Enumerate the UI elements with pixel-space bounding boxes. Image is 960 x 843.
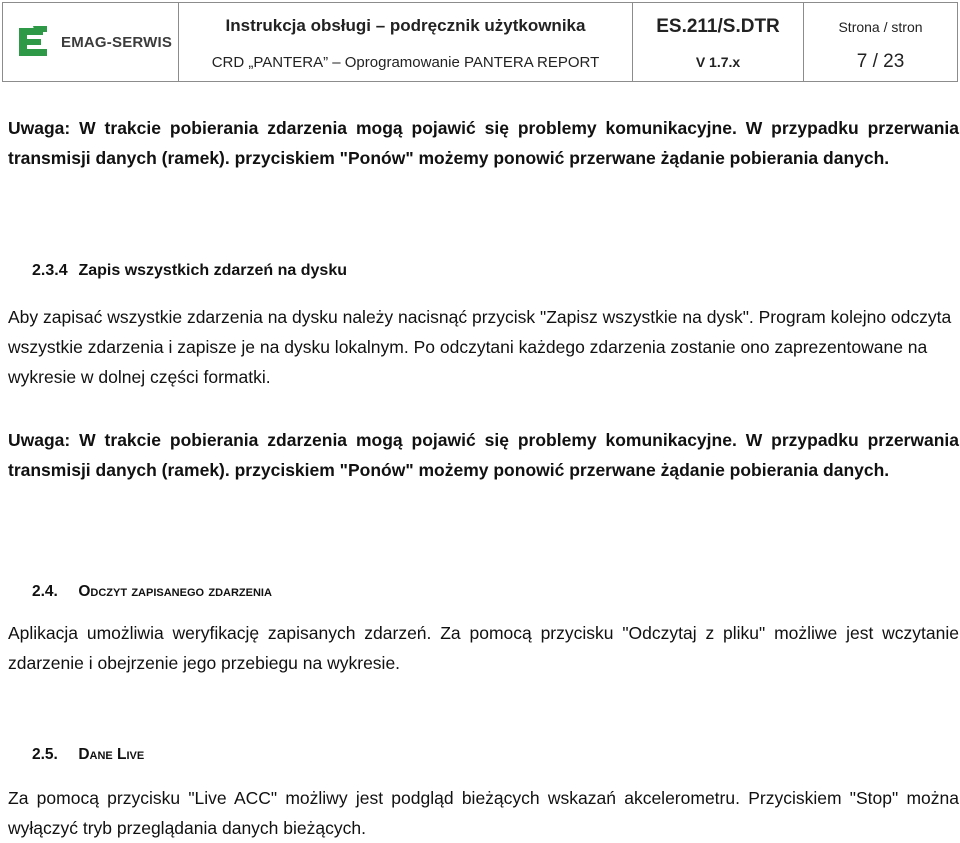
section-heading-25 — [32, 746, 144, 764]
page-header — [2, 2, 958, 82]
section-title: Dane Live — [78, 746, 145, 763]
section-number: 2.3.4 — [32, 262, 68, 279]
logo-text: EMAG-SERWIS — [61, 33, 173, 51]
note-paragraph-1: Uwaga: W trakcie pobierania zdarzenia mogą pojawić się problemy komunikacyjne. W przypadku przerwania transmisji danych (ramek). przyciskiem "Ponów" możemy ponowić przerwane żądanie pobierania danych. — [8, 118, 959, 168]
section-heading-234 — [32, 262, 347, 280]
section-number: 2.4. — [32, 583, 58, 600]
company-logo — [3, 3, 179, 81]
section-number: 2.5. — [32, 746, 58, 763]
note-paragraph-2: Uwaga: W trakcie pobierania zdarzenia mogą pojawić się problemy komunikacyjne. W przypadku przerwania transmisji danych (ramek). przyciskiem "Ponów" możemy ponowić przerwane żądanie pobierania danych. — [8, 430, 959, 480]
section-title: Odczyt zapisanego zdarzenia — [78, 583, 272, 600]
document-subtitle: CRD „PANTERA” – Oprogramowanie PANTERA REPORT — [179, 43, 633, 81]
section-body-234: Aby zapisać wszystkie zdarzenia na dysku należy nacisnąć przycisk "Zapisz wszystkie na dysk". Program kolejno odczyta wszystkie zdarzenia i zapisze je na dysku lokalnym. Po odczytani każdego zdarzenia zostanie ono zaprezentowane na wykresie w dolnej części formatki. — [8, 307, 952, 387]
page-number: 7 / 23 — [856, 51, 905, 72]
emag-logo-icon — [13, 22, 53, 62]
section-title: Zapis wszystkich zdarzeń na dysku — [78, 262, 347, 279]
document-code: ES.211/S.DTR — [633, 3, 804, 43]
document-title: Instrukcja obsługi – podręcznik użytkownika — [179, 3, 633, 43]
section-body-24: Aplikacja umożliwia weryfikację zapisanych zdarzeń. Za pomocą przycisku "Odczytaj z pliku" możliwe jest wczytanie zdarzenie i obejrzenie jego przebiegu na wykresie. — [8, 623, 959, 673]
section-heading-24 — [32, 583, 272, 601]
page-label: Strona / stron — [838, 19, 923, 35]
document-version: V 1.7.x — [633, 43, 804, 81]
section-body-25: Za pomocą przycisku "Live ACC" możliwy jest podgląd bieżących wskazań akcelerometru. Przyciskiem "Stop" można wyłączyć tryb przeglądania danych bieżących. — [8, 788, 959, 838]
